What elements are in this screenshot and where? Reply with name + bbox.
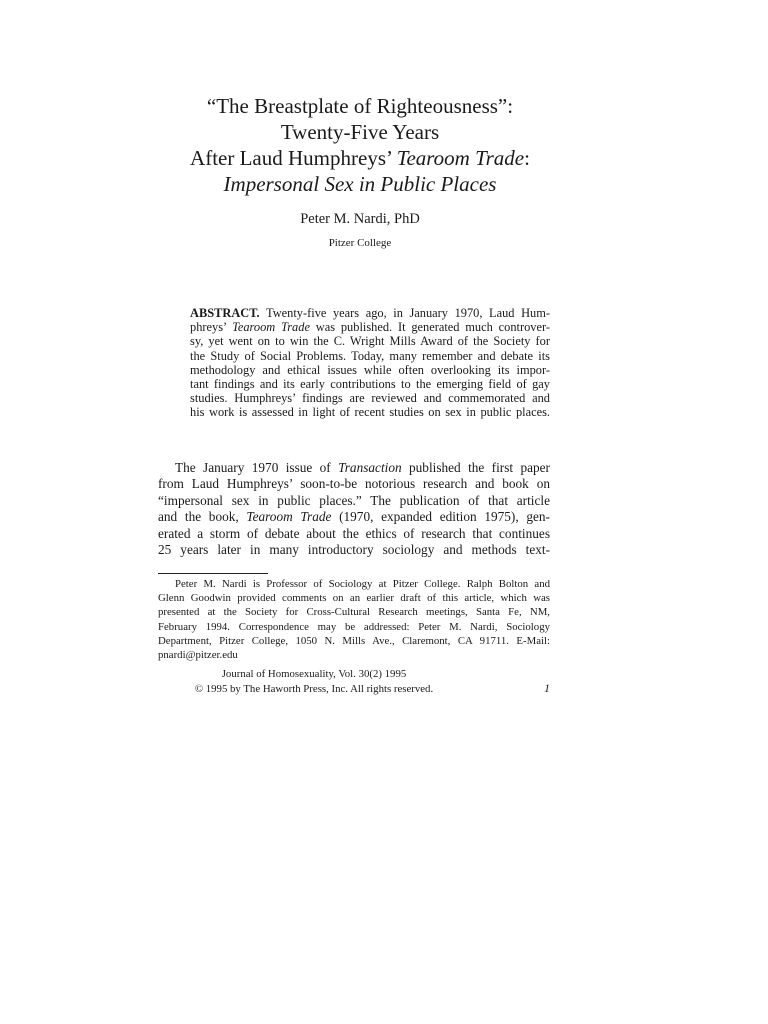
footnote-line: February 1994. Correspondence may be addressed: Peter M. Nardi, Sociology bbox=[158, 620, 550, 633]
abstract-line: sy, yet went on to win the C. Wright Mills Award of the Society for bbox=[190, 334, 550, 349]
body-book-name: Tearoom Trade bbox=[246, 509, 332, 525]
article-title bbox=[150, 93, 570, 197]
body-paragraph bbox=[158, 460, 550, 558]
title-book-name: Tearoom Trade bbox=[396, 146, 525, 170]
footnote-email: pnardi@pitzer.edu bbox=[158, 649, 238, 662]
abstract-label: ABSTRACT. bbox=[190, 306, 260, 320]
abstract-line: methodology and ethical issues while often overlooking its impor- bbox=[190, 362, 550, 377]
title-line-3 bbox=[150, 145, 570, 171]
title-line-3-suffix: : bbox=[524, 146, 530, 170]
abstract-line bbox=[190, 306, 550, 320]
body-text: and the book, bbox=[158, 509, 247, 525]
body-line: “impersonal sex in public places.” The publication of that article bbox=[158, 492, 550, 508]
journal-info bbox=[158, 667, 470, 696]
body-line: 25 years later in many introductory sociology and methods text- bbox=[158, 542, 550, 558]
body-line: erated a storm of debate about the ethics of research that continues bbox=[158, 525, 550, 541]
author-affiliation: Pitzer College bbox=[328, 237, 392, 249]
author-name: Peter M. Nardi, PhD bbox=[300, 211, 420, 227]
abstract-line: his work is assessed in light of recent studies on sex in public places. bbox=[190, 405, 550, 420]
footnote-line: Department, Pitzer College, 1050 N. Mills Ave., Claremont, CA 91711. E-Mail: bbox=[158, 634, 550, 647]
body-text: (1970, expanded edition 1975), gen- bbox=[331, 509, 550, 525]
abstract-line bbox=[190, 320, 550, 334]
abstract-text: Twenty-five years ago, in January 1970, Laud Hum- bbox=[259, 306, 550, 320]
author-footnote bbox=[158, 577, 550, 662]
abstract-text: was published. It generated much controver- bbox=[309, 320, 550, 335]
body-line bbox=[158, 460, 550, 476]
footnote-line: Glenn Goodwin provided comments on an earlier draft of this article, which was bbox=[158, 592, 550, 605]
page-number: 1 bbox=[544, 681, 550, 695]
footnote-line: Peter M. Nardi is Professor of Sociology at Pitzer College. Ralph Bolton and bbox=[175, 578, 550, 590]
abstract-line: the Study of Social Problems. Today, many remember and debate its bbox=[190, 348, 550, 363]
abstract-line: studies. Humphreys’ findings are reviewed and commemorated and bbox=[190, 391, 550, 406]
title-line-4 bbox=[150, 171, 570, 197]
body-journal-name: Transaction bbox=[338, 460, 402, 475]
abstract-line: tant findings and its early contributions to the emerging field of gay bbox=[190, 377, 550, 392]
title-subtitle: Impersonal Sex in Public Places bbox=[223, 172, 497, 196]
title-line-3-prefix: After Laud Humphreys’ bbox=[190, 146, 397, 170]
footnote-divider bbox=[158, 573, 268, 574]
copyright-notice: © 1995 by The Haworth Press, Inc. All rights reserved. bbox=[194, 682, 434, 695]
title-line-1: “The Breastplate of Righteousness”: bbox=[206, 94, 514, 118]
body-line bbox=[158, 509, 550, 525]
journal-citation: Journal of Homosexuality, Vol. 30(2) 1995 bbox=[221, 668, 407, 680]
abstract-book-name: Tearoom Trade bbox=[232, 320, 310, 335]
footnote-line: presented at the Society for Cross-Cultural Research meetings, Santa Fe, NM, bbox=[158, 606, 550, 619]
body-text: The January 1970 issue of bbox=[175, 460, 339, 475]
abstract-text: phreys’ bbox=[190, 320, 233, 335]
abstract bbox=[190, 306, 550, 420]
title-line-2: Twenty-Five Years bbox=[280, 120, 440, 144]
body-line: from Laud Humphreys’ soon-to-be notorious research and book on bbox=[158, 476, 550, 492]
body-text: published the first paper bbox=[401, 460, 550, 475]
